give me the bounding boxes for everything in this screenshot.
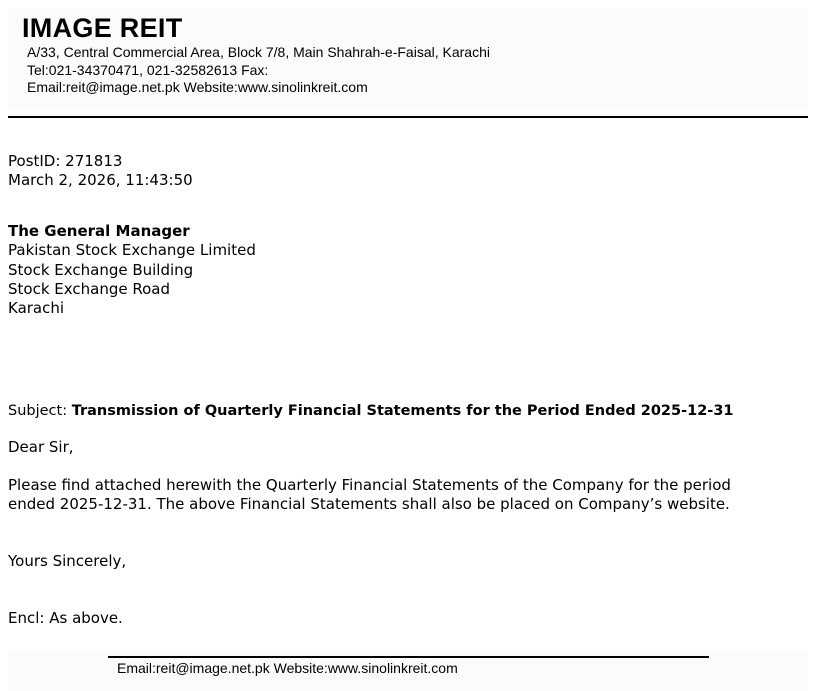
recipient-line: Stock Exchange Building (8, 261, 194, 279)
subject-text: Transmission of Quarterly Financial Statements for the Period Ended 2025-12-31 (71, 403, 734, 419)
post-datetime: March 2, 2026, 11:43:50 (8, 171, 193, 189)
enclosure: Encl: As above. (8, 609, 123, 627)
recipient-title: The General Manager (8, 222, 190, 240)
footer-contact: Email:reit@image.net.pk Website:www.sinolinkreit.com (117, 660, 458, 676)
body-line: Please find attached herewith the Quarterly Financial Statements of the Company for the period (8, 476, 731, 494)
company-phone: Tel:021-34370471, 021-32582613 Fax: (27, 62, 269, 78)
subject-label: Subject: (8, 403, 68, 419)
post-id: PostID: 271813 (8, 152, 123, 170)
body-line: ended 2025-12-31. The above Financial Statements shall also be placed on Company’s website. (8, 495, 730, 513)
company-name: IMAGE REIT (22, 13, 183, 43)
recipient-line: Pakistan Stock Exchange Limited (8, 241, 256, 259)
salutation: Dear Sir, (8, 438, 74, 456)
letterhead (8, 8, 808, 109)
closing: Yours Sincerely, (8, 552, 127, 570)
subject-line (8, 402, 734, 421)
company-address: A/33, Central Commercial Area, Block 7/8, Main Shahrah-e-Faisal, Karachi (27, 44, 490, 60)
footer-divider (108, 656, 709, 658)
recipient-line: Karachi (8, 299, 65, 317)
company-contact: Email:reit@image.net.pk Website:www.sinolinkreit.com (27, 79, 368, 95)
header-divider (8, 116, 808, 118)
recipient-line: Stock Exchange Road (8, 280, 170, 298)
